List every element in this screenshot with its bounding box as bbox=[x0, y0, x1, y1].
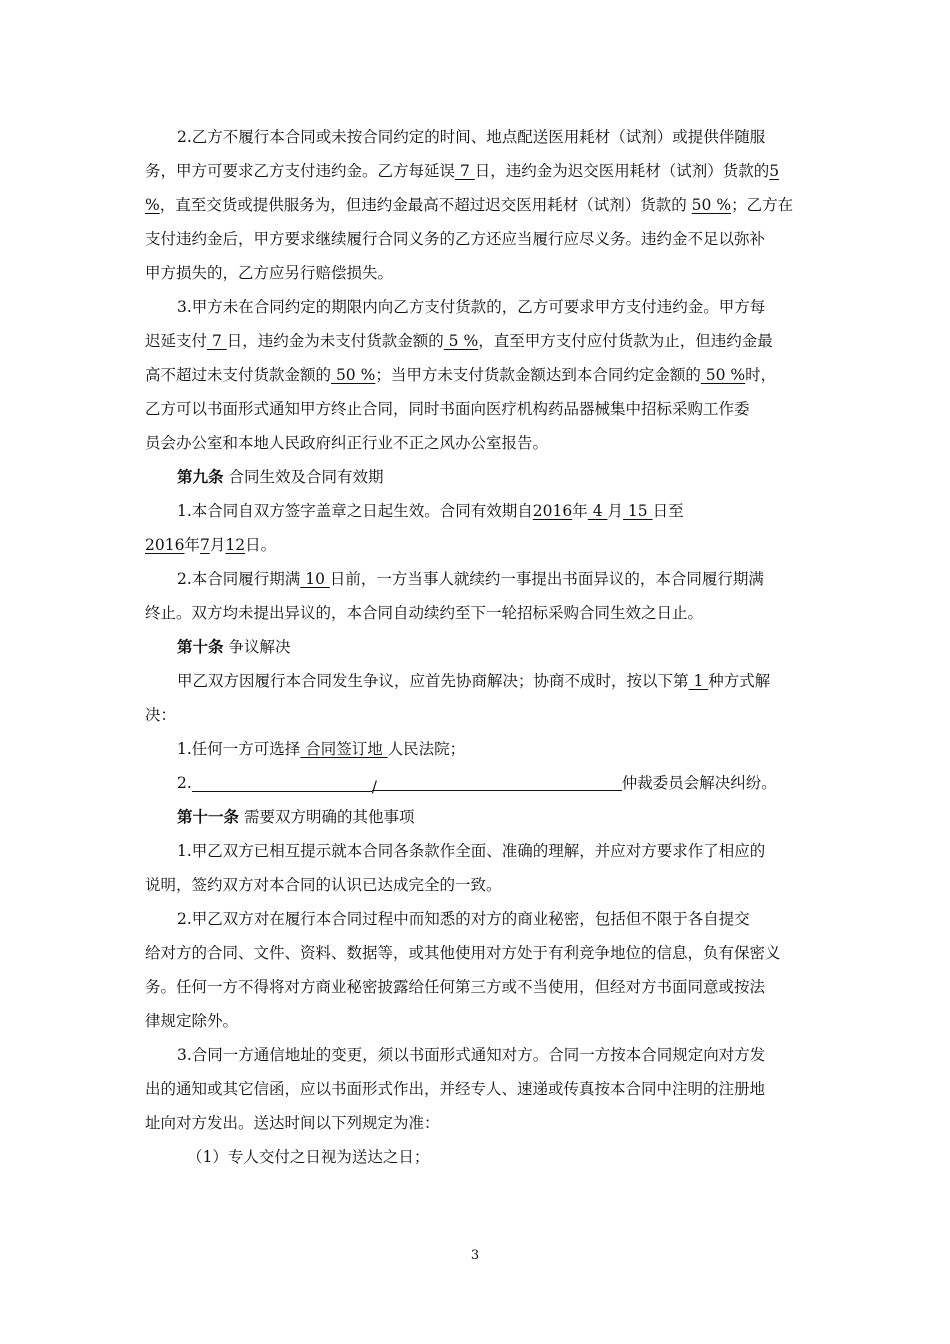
article-11-para-2-line-3: 务。任何一方不得将对方商业秘密披露给任何第三方或不当使用，但经对方书面同意或按法 bbox=[145, 978, 766, 996]
article-9-para-1-line-1: 1.本合同自双方签字盖章之日起生效。合同有效期自2016年 4 月 15 日至 bbox=[177, 502, 684, 520]
document-page bbox=[145, 120, 805, 1174]
max-penalty-blank: 50 % bbox=[691, 196, 732, 214]
article-9-para-1-line-2: 2016年7月12日。 bbox=[145, 536, 277, 554]
clause-3-line-2: 迟延支付 7 日，违约金为未支付货款金额的 5 %，直至甲方支付应付货款为止，但违约金最 bbox=[145, 332, 773, 350]
clause-2-line-2: 务，甲方可要求乙方支付违约金。乙方每延误 7 日，违约金为迟交医用耗材（试剂）货款的5 bbox=[145, 162, 780, 180]
article-10-option-2: 2. / 仲裁委员会解决纠纷。 bbox=[145, 766, 805, 800]
arbitration-blank-right: / bbox=[372, 770, 622, 791]
clause-2-line-5: 甲方损失的，乙方应另行赔偿损失。 bbox=[145, 264, 394, 282]
article-9-para-2-line-2: 终止。双方均未提出异议的，本合同自动续约至下一轮招标采购合同生效之日止。 bbox=[145, 604, 704, 622]
article-11-para-3-line-2: 出的通知或其它信函，应以书面形式作出，并经专人、速递或传真按本合同中注明的注册地 bbox=[145, 1080, 766, 1098]
article-10-para-line-2: 决： bbox=[145, 706, 177, 724]
clause-2-line-4: 支付违约金后，甲方要求继续履行合同义务的乙方还应当履行应尽义务。违约金不足以弥补 bbox=[145, 230, 766, 248]
clause-2-line-3: %，直至交货或提供服务为，但违约金最高不超过迟交医用耗材（试剂）货款的 50 %；乙方在 bbox=[145, 196, 794, 214]
article-11-para-1-line-1: 1.甲乙双方已相互提示就本合同各条款作全面、准确的理解，并应对方要求作了相应的 bbox=[177, 842, 766, 860]
article-11-para-2-line-4: 律规定除外。 bbox=[145, 1012, 239, 1030]
clause-3-line-4: 乙方可以书面形式通知甲方终止合同，同时书面向医疗机构药品器械集中招标采购工作委 bbox=[145, 400, 750, 418]
article-11-para-3-item-1: （1）专人交付之日视为送达之日； bbox=[187, 1148, 430, 1166]
article-10-heading: 第十条 争议解决 bbox=[177, 637, 291, 656]
article-11-para-3-line-3: 址向对方发出。送达时间以下列规定为准： bbox=[145, 1114, 440, 1132]
article-11-para-2-line-1: 2.甲乙双方对在履行本合同过程中而知悉的对方的商业秘密，包括但不限于各自提交 bbox=[177, 910, 750, 928]
article-9-para-2-line-1: 2.本合同履行期满 10 日前，一方当事人就续约一事提出书面异议的，本合同履行期满 bbox=[177, 570, 764, 588]
clause-3-line-1: 3.甲方未在合同约定的期限内向乙方支付货款的，乙方可要求甲方支付违约金。甲方每 bbox=[177, 298, 766, 316]
arbitration-blank-left bbox=[192, 771, 372, 792]
article-9-heading: 第九条 合同生效及合同有效期 bbox=[177, 467, 384, 486]
delay-days-blank: 7 bbox=[455, 162, 475, 180]
court-location-blank: 合同签订地 bbox=[300, 740, 388, 758]
penalty-rate-blank: 5 bbox=[769, 162, 780, 180]
clause-3-line-3: 高不超过未支付货款金额的 50 %；当甲方未支付货款金额达到本合同约定金额的 50 %时， bbox=[145, 366, 777, 384]
article-11-para-1-line-2: 说明，签约双方对本合同的认识已达成完全的一致。 bbox=[145, 876, 502, 894]
article-10-option-1: 1.任何一方可选择 合同签订地 人民法院； bbox=[177, 740, 466, 758]
page-number: 3 bbox=[470, 1248, 480, 1263]
clause-2-line-1: 2.乙方不履行本合同或未按合同约定的时间、地点配送医用耗材（试剂）或提供伴随服 bbox=[177, 128, 766, 146]
article-11-heading: 第十一条 需要双方明确的其他事项 bbox=[177, 807, 415, 826]
clause-3-line-5: 员会办公室和本地人民政府纠正行业不正之风办公室报告。 bbox=[145, 434, 549, 452]
article-10-para-line-1: 甲乙双方因履行本合同发生争议，应首先协商解决；协商不成时，按以下第 1 种方式解 bbox=[177, 672, 771, 690]
article-11-para-2-line-2: 给对方的合同、文件、资料、数据等，或其他使用对方处于有利竞争地位的信息，负有保密义 bbox=[145, 944, 781, 962]
article-11-para-3-line-1: 3.合同一方通信地址的变更，须以书面形式通知对方。合同一方按本合同规定向对方发 bbox=[177, 1046, 766, 1064]
